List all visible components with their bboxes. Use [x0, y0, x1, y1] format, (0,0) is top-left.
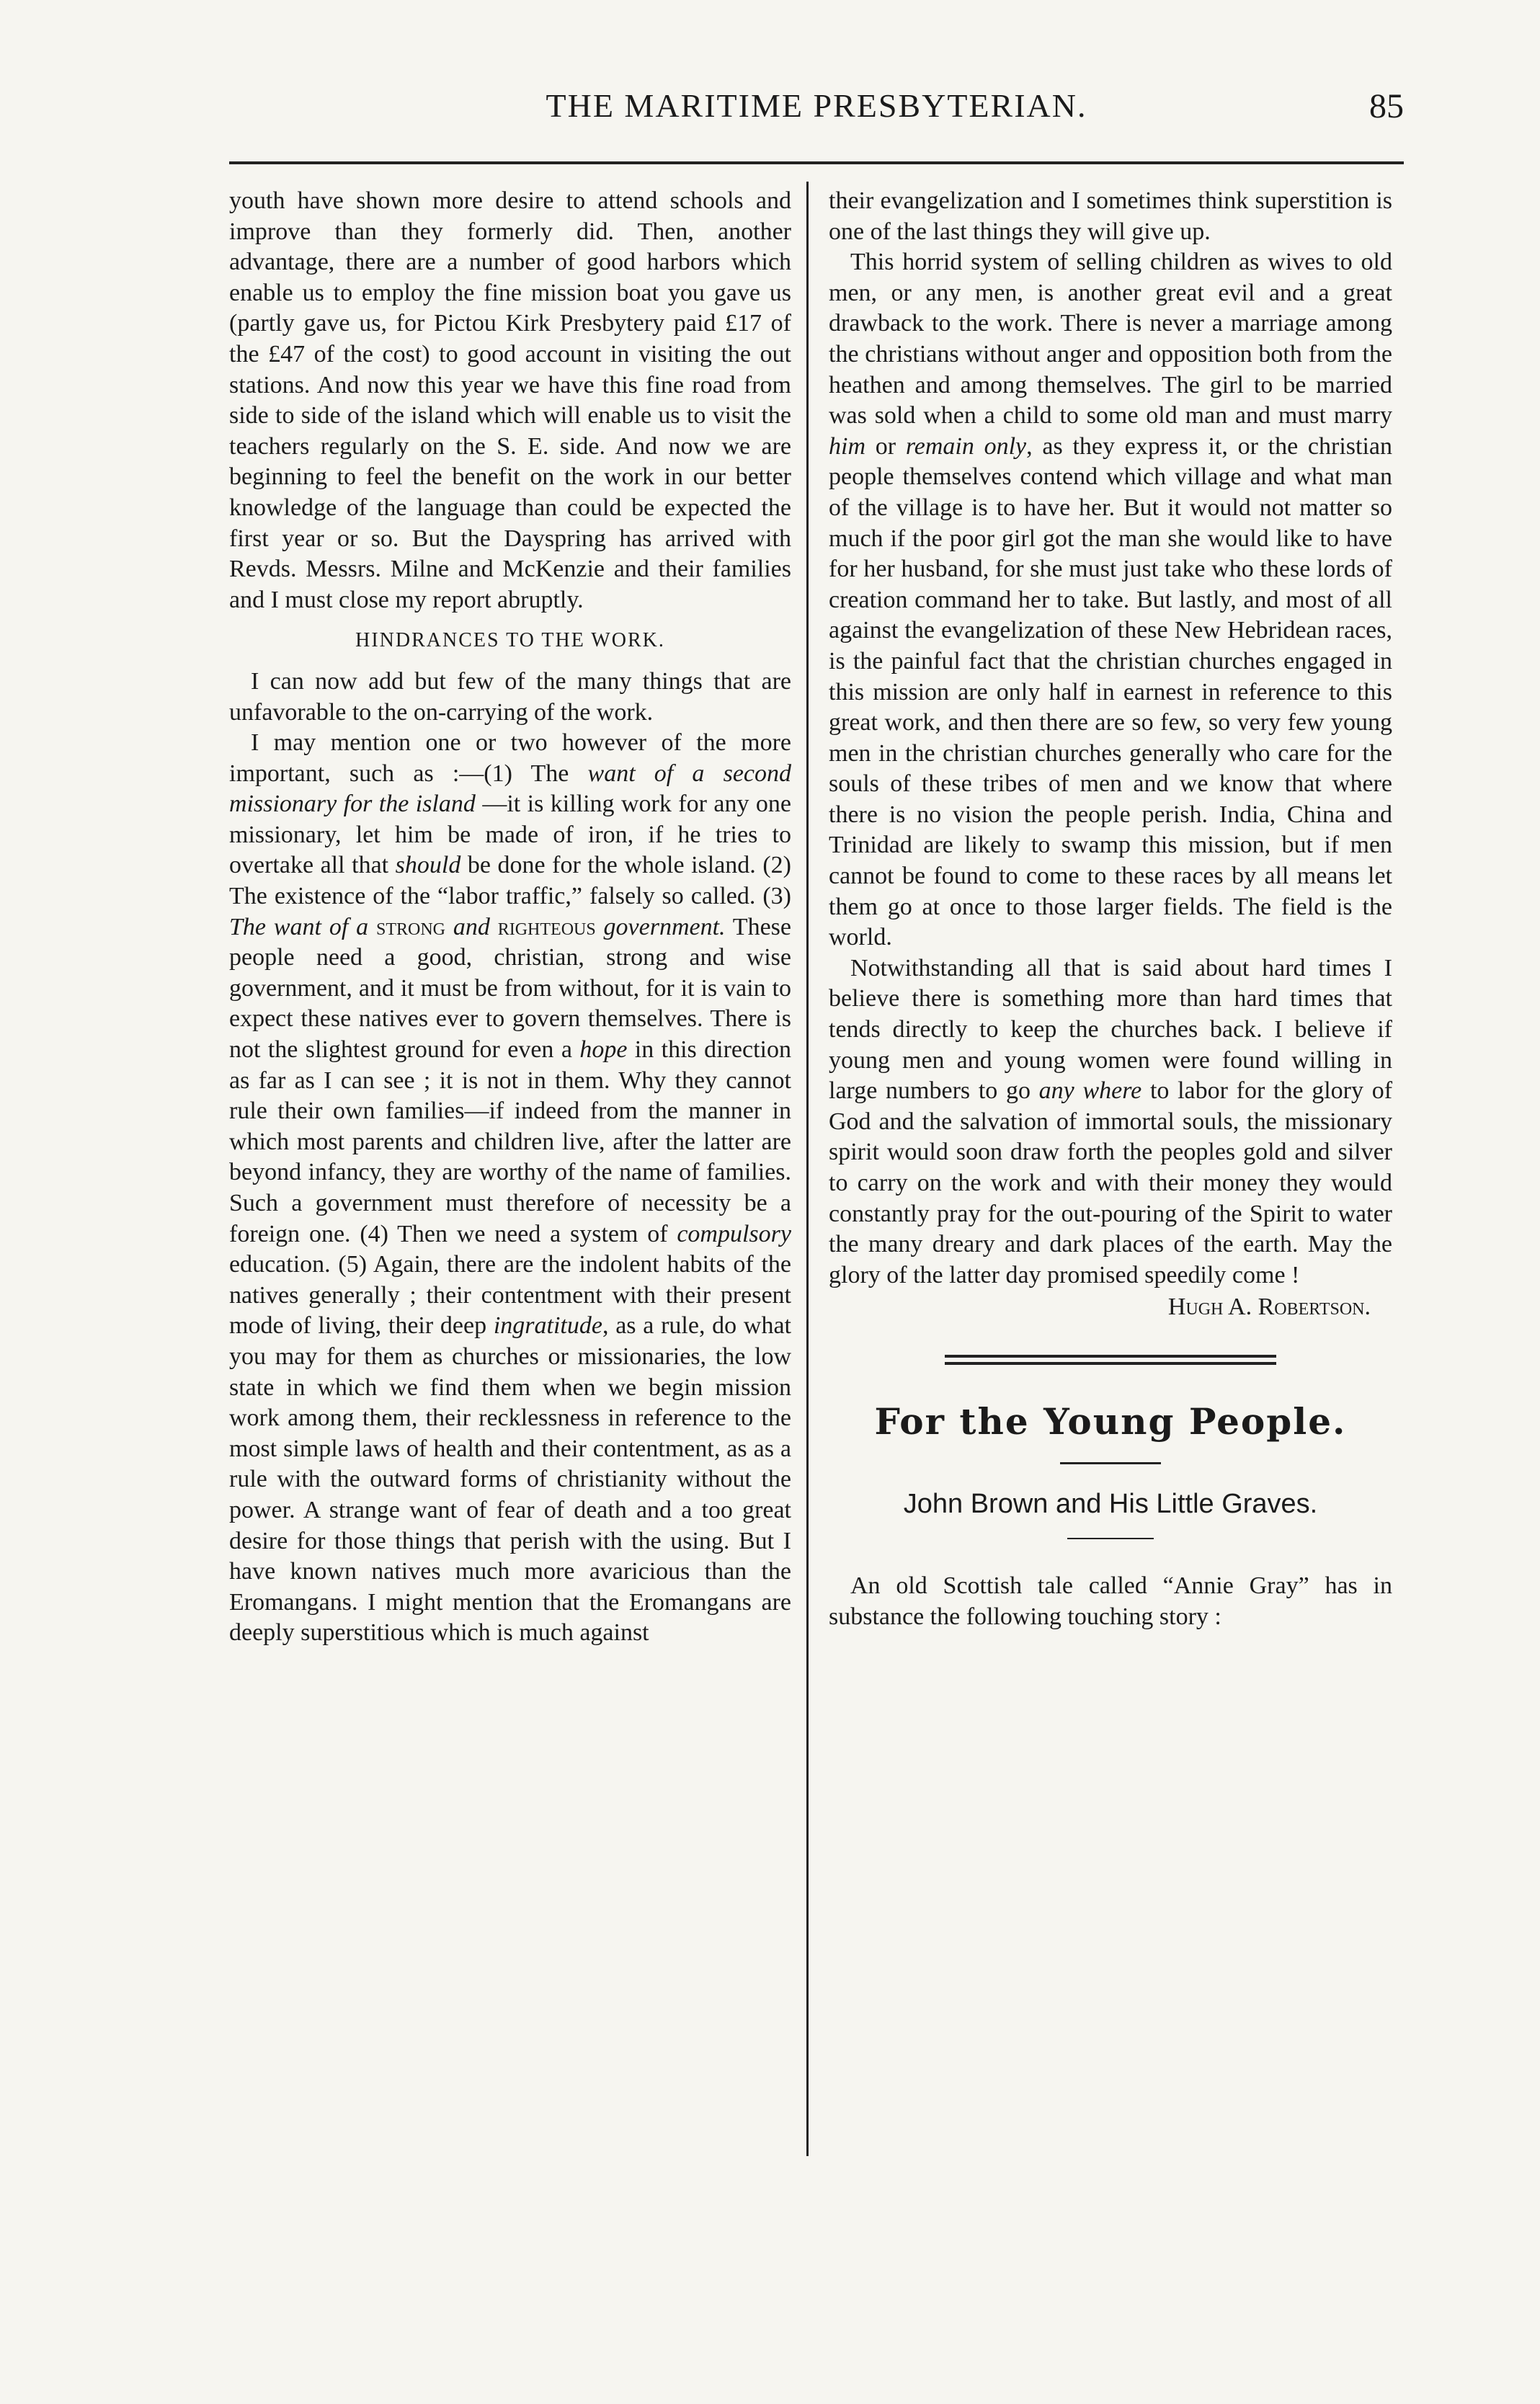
short-rule: [1060, 1462, 1161, 1464]
column-divider: [806, 182, 809, 2156]
paragraph: youth have shown more desire to attend schools and improve than they formerly did. Then, another advantage, there are a number of good harbors which enable us to employ the fine mission boat you gave us (partly gave us, for Pictou Kirk Presbytery paid £17 of the £47 of the cost) to good account in visiting the out stations. And now this year we have this fine road from side to side of the island which will enable us to visit the teachers regularly on the S. E. side. And now we are beginning to feel the benefit on the work in our better knowledge of the language than could be expected the first year or so. But the Dayspring has arrived with Revds. Messrs. Milne and McKenzie and their families and I must close my report abruptly.: [229, 187, 791, 613]
paragraph: I can now add but few of the many things that are unfavorable to the on-carrying of the work.: [229, 667, 791, 726]
short-rule: [1067, 1538, 1154, 1539]
page-header: [229, 86, 1404, 144]
subheading: HINDRANCES TO THE WORK.: [355, 629, 665, 652]
paragraph: Notwithstanding all that is said about hard times I believe there is something more than hard times that tends directly to keep the churches back. I believe if young men and young women were found willing in large numbers to go any where to labor for the glory of God and the salvation of immortal souls, the missionary spirit would soon draw forth the peoples gold and silver to carry on the work and with their money they would constantly pray for the out-pouring of the Spirit to water the many dreary and dark places of the earth. May the glory of the latter day promised speedily come !: [829, 954, 1393, 1288]
author-signature: Hugh A. Robertson.: [1167, 1294, 1371, 1321]
story-title: John Brown and His Little Graves.: [903, 1488, 1318, 1519]
section-divider: [945, 1355, 1276, 1365]
right-column: [829, 186, 1392, 1632]
paragraph: their evangelization and I sometimes think superstition is one of the last things they will give up.: [829, 187, 1392, 245]
left-column: [229, 186, 791, 1649]
paragraph: I may mention one or two however of the more important, such as :—(1) The want of a second missionary for the island —it is killing work for any one missionary, let him be made of iron, if he tries to overtake all that should be done for the whole island. (2) The existence of the “labor traffic,” falsely so called. (3) The want of a strong and righteous government. These people need a good, christian, strong and wise government, and it must be from without, for it is vain to expect these natives ever to govern themselves. There is not the slightest ground for even a hope in this direction as far as I can see ; it is not in them. Why they cannot rule their own families—if indeed from the manner in which most parents and children live, after the latter are beyond infancy, they are worthy of the name of families. Such a government must therefore of necessity be a foreign one. (4) Then we need a system of compulsory education. (5) Again, there are the indolent habits of the natives generally ; their contentment with their present mode of living, their deep ingratitude, as a rule, do what you may for them as churches or missionaries, the low state in which we find them when we begin mission work among them, their recklessness in reference to the most simple laws of health and their contentment, as as a rule with the outward forms of christianity without the power. A strange want of fear of death and a too great desire for those things that perish with the using. But I have known natives much more avaricious than the Eromangans. I might mention that the Eromangans are deeply superstitious which is much against: [229, 729, 791, 1647]
paragraph: An old Scottish tale called “Annie Gray” has in substance the following touching story :: [829, 1572, 1392, 1630]
section-title: For the Young People.: [874, 1399, 1347, 1443]
page-number: 85: [1369, 87, 1404, 125]
journal-title: THE MARITIME PRESBYTERIAN.: [546, 87, 1087, 124]
paragraph: This horrid system of selling children as wives to old men, or any men, is another great evil and a great drawback to the work. There is never a marriage among the christians without anger and opposition both from the heathen and among themselves. The girl to be married was sold when a child to some old man and must marry him or remain only, as they express it, or the christian people themselves contend which village and what man of the village is to have her. But it would not matter so much if the poor girl got the man she would like to have for her husband, for she must just take who these lords of creation command her to take. But lastly, and most of all against the evangelization of these New Hebridean races, is the painful fact that the christian churches engaged in this mission are only half in earnest in reference to this great work, and then there are so few, so very few young men in the christian churches generally who care for the souls of these tribes of men and we know that where there is no vision the people perish. India, China and Trinidad are likely to swamp this mission, but if men cannot be found to come to these races by all means let them go at once to those larger fields. The field is the world.: [829, 249, 1392, 951]
header-rule: [229, 161, 1404, 164]
